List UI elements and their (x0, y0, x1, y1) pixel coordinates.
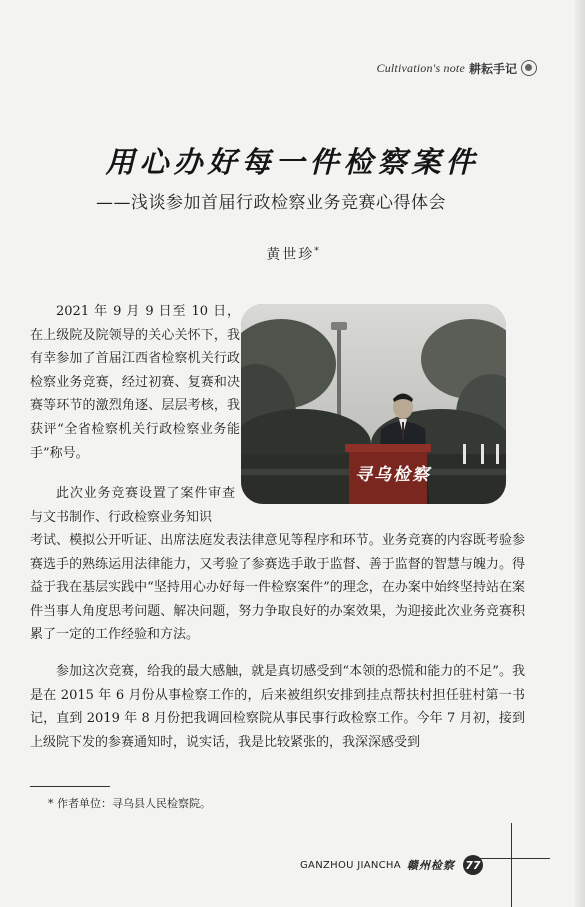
footer-english: GANZHOU JIANCHA (300, 859, 401, 871)
crop-mark-vertical (511, 823, 512, 907)
running-header (376, 60, 517, 77)
article-title: 用心办好每一件检察案件 (105, 145, 480, 179)
footer-chinese: 赣州检察 (406, 859, 455, 872)
running-footer (300, 855, 483, 875)
podium-sign-text: 寻乌检察 (355, 465, 431, 485)
page-edge (575, 0, 585, 907)
photo-illustration (241, 304, 506, 504)
header-chinese: 耕耘手记 (468, 62, 517, 76)
author-footnote-mark: * (314, 246, 319, 257)
author-name: 黄世珍 (266, 247, 315, 263)
crop-mark-horizontal (478, 858, 550, 859)
paragraph-3: 参加这次竞赛，给我的最大感触，就是真切感受到“本领的恐慌和能力的不足”。我是在 2015 年 6 月份从事检察工作的，后来被组织安排到挂点帮扶村担任驻村第一书记，直到 2019 年 8 月份把我调回检察院从事民事行政检察工作。今年 7 月初，接到上级院下发的参赛通知时，说实话，我是比较紧张的，我深深感受到 (30, 664, 525, 750)
paragraph-2-start: 此次业务竞赛设置了案件审查与文书制作、行政检察业务知识 (30, 486, 235, 525)
procuratorate-emblem-icon (521, 60, 537, 76)
competition-photo (241, 304, 506, 504)
footnote-rule (30, 786, 110, 787)
paragraph-2-continued: 考试、模拟公开听证、出席法庭发表法律意见等程序和环节。业务竞赛的内容既考验参赛选手的熟练运用法律能力，又考验了参赛选手敢于监督、善于监督的智慧与魄力。得益于我在基层实践中“坚持用心办好每一件检察案件”的理念，在办案中始终坚持站在案件当事人角度思考问题、解决问题，努力争取良好的办案效果，为迎接此次业务竞赛积累了一定的工作经验和方法。 (30, 533, 525, 643)
page-number: 77 (463, 855, 483, 875)
article-subtitle: ——浅谈参加首届行政检察业务竞赛心得体会 (96, 193, 446, 213)
header-english: Cultivation's note (376, 61, 465, 75)
paragraph-1: 2021 年 9 月 9 日至 10 日，在上级院及院领导的关心关怀下，我有幸参加了首届江西省检察机关行政检察业务竞赛，经过初赛、复赛和决赛等环节的激烈角逐、层层考核，我获评“全省检察机关行政检察业务能手”称号。 (30, 304, 240, 461)
footnote: * 作者单位：寻乌县人民检察院。 (48, 797, 211, 810)
article-author (0, 244, 585, 264)
